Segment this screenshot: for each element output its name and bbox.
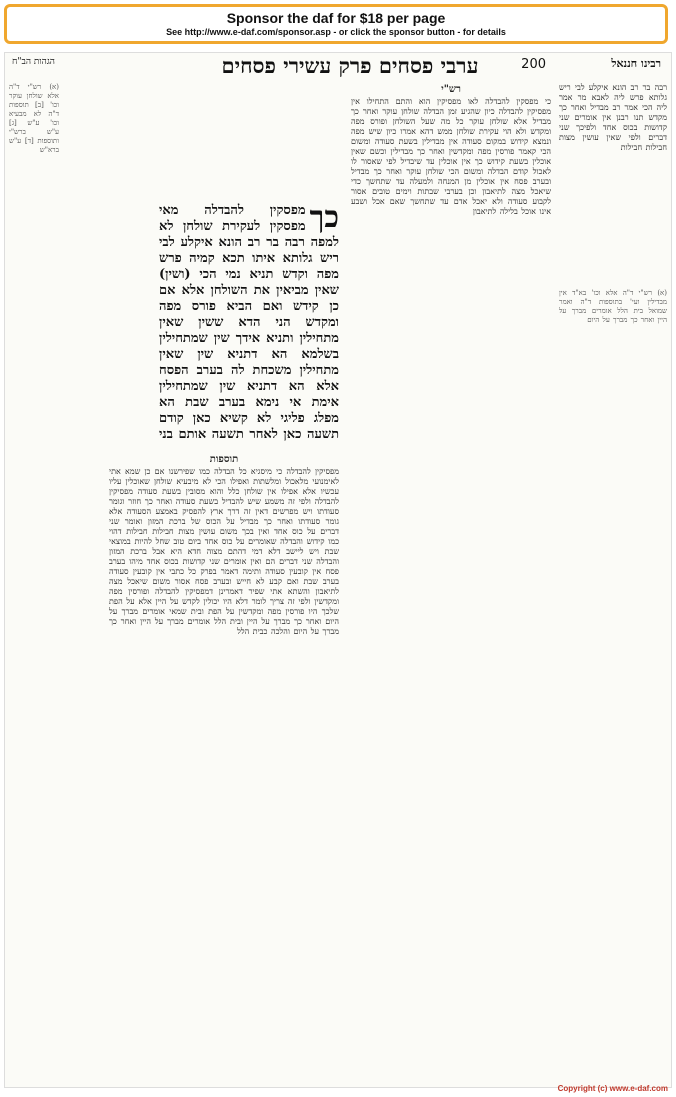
- sponsor-banner[interactable]: [4, 4, 668, 44]
- talmud-page: [4, 52, 672, 1088]
- tosafot-column: [109, 453, 339, 1079]
- page-title: ערבי פסחים פרק עשירי פסחים: [221, 53, 479, 78]
- gemara-column: [159, 203, 339, 443]
- rashi-text: כי מפסקין להבדלה לאו מפסיקין הוא והתם התחילו אין מפסיקין להבדלה כיון שהגיע זמן הבדלה שולחן עוקר ואחר כך מבדיל אלא שולחן עוקר כל מה שעל השולחן ופורס מפה ומקדש ולא הוי עקירת שולחן ממש דהא אמרו כיון שיש מפה ונמצא קידוש במקום סעודה אין מבדילין בשעת סעודה ומשום הכי קאמר פורסין מפה ומקדשין ואחר כך מבדילין וכשם שאין אוכלין בשעת קידוש כך אין אוכלין עד שיבדיל לפי שאסור לו לאכול קודם הבדלה ומשום הכי שולחן עוקר ואחר כך מבדיל ובערב פסח אין אוכלין מן המנחה ולמעלה עד שתחשך כדי שיאכל מצה לתיאבון וכן בערבי שבתות וימים טובים אסור לקבוע סעודה ולא יאכל אדם עד שתחשך שאם אכל ושבע אינו אוכל בלילה לתיאבון: [351, 97, 551, 216]
- tosafot-text: מפסיקין להבדלה כי מיסגיא כל הבדלה כמו שפירשנו אם כן שמא אתי לאימנועי מלאכול ומלשתות ואפילו הכי לא מיבעיא שולחן שאוכלין עליו עכשיו אלא אפילו אין שולחן כלל והוא מסובין בשעת סעודה מפסיקין להבדלה ולפי זה משמע שיש להבדיל בשעת סעודה ואחר כך חוזר וגומר סעודתו ויש מפרשים דאין זה דרך ארץ להפסיק באמצע הסעודה אלא גומר סעודתו ואחר כך מבדיל על הכוס של ברכת המזון ואומר שני דברים על כוס אחד ואין בכך משום עושין מצות חבילות חבילות דהוי כמו קידוש והבדלה שאומרים על כוס אחד ביום טוב שחל להיות במוצאי שבת ויש ליישב דלא דמי דהתם מצוה חדא היא אבל ברכת המזון והבדלה שני דברים הם ואין אומרים שני קדושות בכוס אחד מיהו בערב פסח אין קובעין סעודה ותימה דאמר בפרק כל כתבי אין קובעין סעודה בערב שבת ואם קבע לא חייש ובערב פסח אסור משום שיאכל מצה לתיאבון והשתא אתי שפיר דאמרינן דמפסיקין להבדלה ופורסין מפה ומקדשין ולפי זה צריך לומר דלא היו יכולין לקדש על היין אלא על הפת שלכך היו פורסין מפה ומקדשין על הפת ובית שמאי אומרים מברך על היום ואחר כך מברך על היין ובית הלל אומרים מברך על היין ואחר כך מברך על היום והלכה כבית הלל: [109, 467, 339, 636]
- sponsor-subtitle[interactable]: See http://www.e-daf.com/sponsor.asp - or click the sponsor button - for details: [166, 27, 506, 37]
- rashi-column: [351, 83, 551, 1079]
- tosafot-label: תוספות: [209, 454, 239, 465]
- sponsor-title[interactable]: Sponsor the daf for $18 per page: [226, 10, 446, 26]
- header-left-label: הגהות הב"ח: [12, 57, 55, 67]
- gemara-opening-word: כך: [309, 203, 339, 235]
- header-right-label: רבינו חננאל: [611, 57, 661, 70]
- rabbeinu-chananel-column: רבה בר רב הונא איקלע לבי ריש גלותא פרש ליה לאבא מר אמר ליה הכי אמר רב מבדיל ואחר כך מקדש תנו רבנן אין אומרים שני קדושות בכוס אחד ולפיכך שני דברים ולפי שאין עושין מצות חבילות חבילות: [559, 83, 667, 152]
- gemara-text: מפסקין להבדלה מאי מפסקין לעקירת שולחן לא למפה רבה בר רב הונא איקלע לבי ריש גלותא איתו תכא קמיה פרש מפה וקדש תניא נמי הכי (ושין) שאין מביאין את השולחן אלא אם כן קידש ואם הביא פורס מפה ומקדש הני הדא ששין שאין מתחילין ותניא אידך שין שמתחילין בשלמא הא דתניא שין שאין מתחילין משכחת לה בערב הפסח אלא הא דתניא שין שמתחילין אימת אי נימא בערב שבת הא מפלג פליגי לא קשיא כאן קודם תשעה כאן לאחר תשעה אותם בני: [159, 203, 339, 442]
- rashi-label: רש"י: [441, 84, 461, 95]
- left-notes-column: (א) רש"י ד"ה אלא שולחן עוקר וכו' [ב] תוספות ד"ה לא מבעיא וכו' ע"ש [ג] ע"ש ברש"י ותוספות [ד] ע"ש ברא"ש: [9, 83, 59, 154]
- copyright-notice[interactable]: Copyright (c) www.e-daf.com: [557, 1084, 668, 1093]
- page-header: [5, 53, 671, 79]
- right-notes-column: (א) רש"י ד"ה אלא וכו' בא"ד אין מבדילין ועי' בתוספות ד"ה ואמר שמואל בית הלל אומרים מברך על היין ואחר כך מברך על היום: [559, 289, 667, 324]
- page-number: 200: [521, 57, 546, 72]
